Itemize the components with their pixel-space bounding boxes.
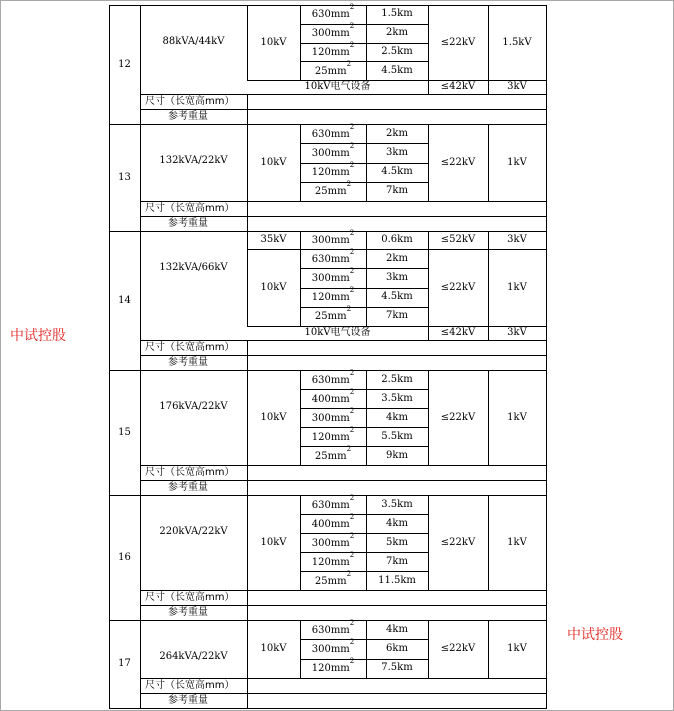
- cable-section-superscript: 2: [346, 445, 352, 453]
- block-top-line: [109, 231, 547, 232]
- voltage-cell: 10kV: [260, 412, 287, 423]
- cable-section: 120mm: [311, 292, 350, 303]
- cable-section-cell: [300, 123, 366, 141]
- capacity-cell: 220kVA/22kV: [159, 526, 228, 537]
- column-line: [140, 5, 141, 125]
- size-label: 尺寸（长宽高mm）: [145, 96, 235, 107]
- equipment-name: 10kV电气设备: [304, 81, 371, 92]
- size-label: 尺寸（长宽高mm）: [145, 680, 235, 691]
- cable-section: 400mm: [311, 394, 350, 405]
- cable-section: 630mm: [311, 129, 350, 140]
- cable-row-line: [300, 268, 429, 269]
- cable-row-line: [300, 288, 429, 289]
- cable-row-line: [300, 61, 429, 62]
- weight-row-line: [140, 693, 547, 694]
- cable-row-line: [300, 514, 429, 515]
- group-line: [247, 249, 547, 250]
- item-number: 17: [118, 658, 131, 669]
- cable-section-superscript: 2: [346, 60, 352, 68]
- cable-section-superscript: 2: [349, 41, 355, 49]
- cable-length: 3km: [386, 272, 408, 283]
- cable-section-cell: [300, 229, 366, 247]
- cable-section: 300mm: [311, 235, 350, 246]
- voltage-cell: 10kV: [260, 282, 287, 293]
- rated-voltage: 1kV: [507, 643, 527, 654]
- cable-section-cell: [300, 369, 366, 387]
- rated-voltage: 1.5kV: [502, 37, 532, 48]
- column-line: [140, 620, 141, 709]
- size-label: 尺寸（长宽高mm）: [145, 342, 235, 353]
- cable-section: 400mm: [311, 519, 350, 530]
- cable-length: 7.5km: [381, 662, 413, 673]
- cable-length: 4.5km: [381, 291, 413, 302]
- cable-section: 630mm: [311, 625, 350, 636]
- capacity-cell: 264kVA/22kV: [159, 651, 228, 662]
- voltage-cell: 10kV: [260, 37, 287, 48]
- equipment-limit: ≤42kV: [440, 81, 476, 92]
- voltage-limit: ≤22kV: [440, 37, 476, 48]
- voltage-limit: ≤22kV: [440, 643, 476, 654]
- cable-section-superscript: 2: [349, 248, 355, 256]
- cable-section: 300mm: [311, 413, 350, 424]
- cable-section: 120mm: [311, 663, 350, 674]
- cable-length: 0.6km: [381, 234, 413, 245]
- cable-section: 630mm: [311, 375, 350, 386]
- cable-section-cell: [300, 22, 366, 40]
- capacity-cell: 88kVA/44kV: [162, 36, 225, 47]
- equipment-name: 10kV电气设备: [304, 327, 371, 338]
- cable-length: 5.5km: [381, 431, 413, 442]
- cable-section: 25mm: [314, 451, 347, 462]
- cable-length: 4km: [386, 624, 408, 635]
- watermark-right: 中试控股: [567, 627, 623, 643]
- cable-section-superscript: 2: [349, 551, 355, 559]
- voltage-cell: 10kV: [260, 643, 287, 654]
- capacity-cell: 132kVA/66kV: [159, 262, 228, 273]
- cable-section-cell: [300, 3, 366, 21]
- cable-section: 120mm: [311, 557, 350, 568]
- equipment-limit: ≤42kV: [440, 327, 476, 338]
- weight-row-line: [140, 605, 547, 606]
- cable-section-superscript: 2: [349, 161, 355, 169]
- cable-row-line: [300, 307, 429, 308]
- voltage-limit: ≤52kV: [440, 234, 476, 245]
- cable-row-line: [300, 446, 429, 447]
- size-row-line: [140, 201, 547, 202]
- cable-section: 25mm: [314, 186, 347, 197]
- capacity-cell: 176kVA/22kV: [159, 401, 228, 412]
- column-line: [247, 340, 248, 371]
- cable-row-line: [300, 552, 429, 553]
- cable-section: 300mm: [311, 538, 350, 549]
- cable-section-cell: [300, 180, 366, 198]
- weight-row-line: [140, 480, 547, 481]
- cable-section: 630mm: [311, 9, 350, 20]
- rated-voltage: 3kV: [507, 234, 527, 245]
- table-left-border: [109, 5, 110, 709]
- cable-section-cell: [300, 161, 366, 179]
- cable-section-cell: [300, 388, 366, 406]
- weight-label: 参考重量: [168, 695, 208, 706]
- cable-section-cell: [300, 286, 366, 304]
- cable-section-superscript: 2: [349, 229, 355, 237]
- cable-section-superscript: 2: [349, 513, 355, 521]
- cable-row-line: [300, 43, 429, 44]
- table-right-border: [546, 5, 547, 709]
- weight-row-line: [140, 109, 547, 110]
- cable-row-line: [300, 533, 429, 534]
- cable-length: 2km: [386, 253, 408, 264]
- cable-length: 9km: [386, 450, 408, 461]
- cable-section-superscript: 2: [349, 22, 355, 30]
- column-line: [140, 495, 141, 621]
- cable-section-superscript: 2: [349, 123, 355, 131]
- cable-length: 7km: [386, 185, 408, 196]
- cable-row-line: [300, 571, 429, 572]
- size-row-line: [140, 465, 547, 466]
- cable-length: 3.5km: [381, 499, 413, 510]
- capacity-cell: 132kVA/22kV: [159, 155, 228, 166]
- cable-section-cell: [300, 570, 366, 588]
- cable-section-cell: [300, 638, 366, 656]
- cable-section: 630mm: [311, 254, 350, 265]
- weight-label: 参考重量: [168, 482, 208, 493]
- cable-length: 4km: [386, 518, 408, 529]
- size-row-line: [140, 590, 547, 591]
- cable-row-line: [300, 143, 429, 144]
- size-label: 尺寸（长宽高mm）: [145, 592, 235, 603]
- table-bottom-line: [109, 708, 547, 709]
- cable-section-cell: [300, 445, 366, 463]
- cable-section-superscript: 2: [349, 3, 355, 11]
- cable-section-superscript: 2: [349, 619, 355, 627]
- cable-section: 120mm: [311, 432, 350, 443]
- voltage-limit: ≤22kV: [440, 412, 476, 423]
- cable-section-cell: [300, 494, 366, 512]
- weight-label: 参考重量: [168, 111, 208, 122]
- cable-row-line: [300, 659, 429, 660]
- size-label: 尺寸（长宽高mm）: [145, 203, 235, 214]
- item-number: 13: [118, 172, 131, 183]
- cable-length: 4.5km: [381, 65, 413, 76]
- size-row-line: [140, 340, 547, 341]
- column-line: [247, 590, 248, 621]
- cable-section-superscript: 2: [349, 657, 355, 665]
- cable-row-line: [300, 639, 429, 640]
- cable-section: 300mm: [311, 644, 350, 655]
- voltage-limit: ≤22kV: [440, 537, 476, 548]
- cable-section-superscript: 2: [346, 305, 352, 313]
- cable-section-superscript: 2: [349, 388, 355, 396]
- item-number: 15: [118, 427, 131, 438]
- size-label: 尺寸（长宽高mm）: [145, 467, 235, 478]
- cable-section-cell: [300, 513, 366, 531]
- cable-length: 2.5km: [381, 374, 413, 385]
- voltage-cell: 35kV: [260, 234, 287, 245]
- cable-length: 6km: [386, 643, 408, 654]
- rated-voltage: 1kV: [507, 157, 527, 168]
- equipment-rated: 3kV: [507, 81, 527, 92]
- rated-voltage: 1kV: [507, 537, 527, 548]
- weight-label: 参考重量: [168, 607, 208, 618]
- cable-section-cell: [300, 41, 366, 59]
- cable-length: 7km: [386, 310, 408, 321]
- cable-section-cell: [300, 532, 366, 550]
- cable-section: 120mm: [311, 47, 350, 58]
- voltage-limit: ≤22kV: [440, 282, 476, 293]
- block-top-line: [109, 370, 547, 371]
- cable-row-line: [300, 24, 429, 25]
- weight-row-line: [140, 355, 547, 356]
- cable-length: 2km: [386, 27, 408, 38]
- column-line: [247, 465, 248, 496]
- cable-section-cell: [300, 142, 366, 160]
- voltage-cell: 10kV: [260, 157, 287, 168]
- column-line: [247, 94, 248, 125]
- cable-section-superscript: 2: [349, 494, 355, 502]
- cable-section-cell: [300, 60, 366, 78]
- rated-voltage: 1kV: [507, 282, 527, 293]
- cable-length: 3.5km: [381, 393, 413, 404]
- column-line: [247, 678, 248, 709]
- size-row-line: [140, 94, 547, 95]
- cable-section-superscript: 2: [349, 407, 355, 415]
- cable-section-superscript: 2: [349, 532, 355, 540]
- weight-label: 参考重量: [168, 218, 208, 229]
- column-line: [140, 231, 141, 371]
- cable-section-cell: [300, 619, 366, 637]
- item-number: 16: [118, 552, 131, 563]
- cable-section: 300mm: [311, 148, 350, 159]
- cable-section: 630mm: [311, 500, 350, 511]
- cable-section: 25mm: [314, 311, 347, 322]
- block-top-line: [109, 495, 547, 496]
- column-line: [140, 370, 141, 496]
- cable-row-line: [300, 163, 429, 164]
- cable-length: 5km: [386, 537, 408, 548]
- voltage-limit: ≤22kV: [440, 157, 476, 168]
- block-top-line: [109, 5, 547, 6]
- cable-row-line: [300, 427, 429, 428]
- block-top-line: [109, 124, 547, 125]
- equipment-rated: 3kV: [507, 327, 527, 338]
- cable-length: 2.5km: [381, 46, 413, 57]
- cable-section-cell: [300, 267, 366, 285]
- watermark-left: 中试控股: [10, 328, 66, 344]
- cable-section-superscript: 2: [349, 142, 355, 150]
- cable-section-superscript: 2: [349, 426, 355, 434]
- item-number: 14: [118, 295, 131, 306]
- cable-section-superscript: 2: [346, 180, 352, 188]
- cable-length: 7km: [386, 556, 408, 567]
- cable-section-superscript: 2: [349, 286, 355, 294]
- cable-section-superscript: 2: [346, 570, 352, 578]
- cable-section: 300mm: [311, 28, 350, 39]
- cable-row-line: [300, 389, 429, 390]
- size-row-line: [140, 678, 547, 679]
- cable-row-line: [300, 182, 429, 183]
- cable-length: 4km: [386, 412, 408, 423]
- weight-row-line: [140, 216, 547, 217]
- cable-section-cell: [300, 657, 366, 675]
- cable-length: 11.5km: [378, 575, 416, 586]
- rated-voltage: 1kV: [507, 412, 527, 423]
- cable-section-cell: [300, 551, 366, 569]
- cable-section: 120mm: [311, 167, 350, 178]
- cable-section-cell: [300, 248, 366, 266]
- cable-row-line: [300, 408, 429, 409]
- cable-length: 4.5km: [381, 166, 413, 177]
- cable-section-superscript: 2: [349, 638, 355, 646]
- cable-section-cell: [300, 407, 366, 425]
- cable-section-superscript: 2: [349, 267, 355, 275]
- cable-length: 2km: [386, 128, 408, 139]
- voltage-cell: 10kV: [260, 537, 287, 548]
- cable-section: 300mm: [311, 273, 350, 284]
- cable-section-cell: [300, 305, 366, 323]
- cable-section: 25mm: [314, 66, 347, 77]
- cable-length: 3km: [386, 147, 408, 158]
- cable-length: 1.5km: [381, 8, 413, 19]
- cable-section-cell: [300, 426, 366, 444]
- cable-section: 25mm: [314, 576, 347, 587]
- block-top-line: [109, 620, 547, 621]
- column-line: [247, 201, 248, 232]
- item-number: 12: [118, 59, 131, 70]
- cable-section-superscript: 2: [349, 369, 355, 377]
- weight-label: 参考重量: [168, 357, 208, 368]
